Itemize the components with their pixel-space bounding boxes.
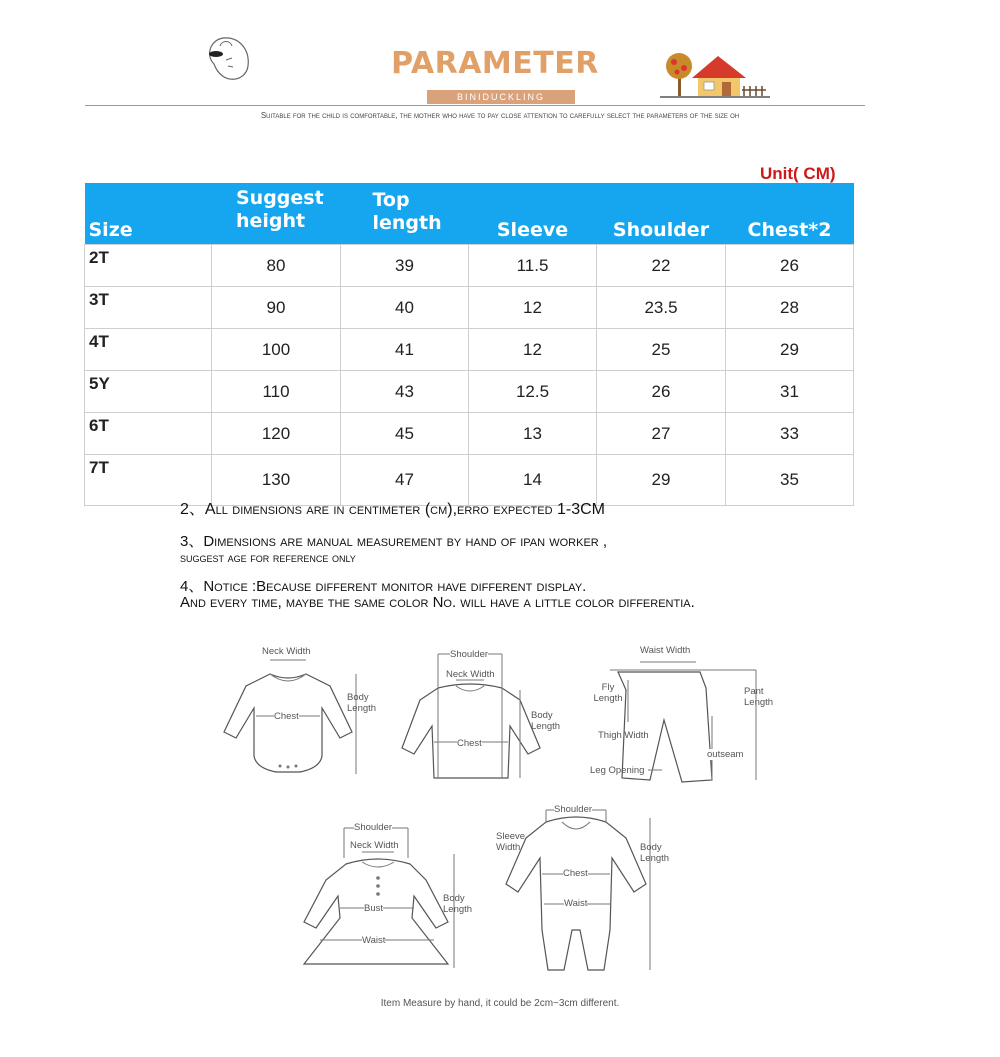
cell-top-length: 41 xyxy=(341,329,469,371)
header-suggest-height-text: Suggest height xyxy=(236,187,324,232)
table-row xyxy=(85,245,854,287)
header-suggest-height xyxy=(212,183,341,245)
cell-chest: 31 xyxy=(726,371,854,413)
table-row xyxy=(85,329,854,371)
cell-shoulder: 27 xyxy=(597,413,726,455)
table-row xyxy=(85,287,854,329)
cell-shoulder: 23.5 xyxy=(597,287,726,329)
dress-body-length-label: Body Length xyxy=(443,893,473,915)
top-neck-label: Neck Width xyxy=(446,669,495,680)
cell-sleeve: 12 xyxy=(469,329,597,371)
unit-label: Unit( CM) xyxy=(760,164,836,183)
dress-neck-label: Neck Width xyxy=(350,840,399,851)
cell-sleeve: 13 xyxy=(469,413,597,455)
header-size: Size xyxy=(85,183,212,245)
header-top-length xyxy=(341,183,469,245)
cell-shoulder: 29 xyxy=(597,455,726,506)
dress-bust-label: Bust xyxy=(364,903,384,914)
bodysuit-body-length-label: Body Length xyxy=(347,692,377,714)
pants-thigh-label: Thigh Width xyxy=(598,730,649,741)
header-subtitle: Suitable for the child is comfortable, the mother who have to pay close attention to carefully select the parameters of the size oh xyxy=(260,111,740,120)
garment-diagrams xyxy=(0,630,1000,990)
cell-chest: 29 xyxy=(726,329,854,371)
cell-shoulder: 22 xyxy=(597,245,726,287)
pants-leg-opening-label: Leg Opening xyxy=(590,765,645,776)
romper-sleeve-label: Sleeve Width xyxy=(496,831,526,853)
cell-chest: 26 xyxy=(726,245,854,287)
note-3-continued: suggest age for reference only xyxy=(180,550,356,565)
cell-size: 3T xyxy=(85,287,212,329)
cell-height: 90 xyxy=(212,287,341,329)
note-4-continued: And every time, maybe the same color No. will have a little color differentia. xyxy=(180,594,695,611)
header-divider xyxy=(85,105,865,106)
cell-sleeve: 11.5 xyxy=(469,245,597,287)
cell-chest: 33 xyxy=(726,413,854,455)
cell-height: 110 xyxy=(212,371,341,413)
top-chest-label: Chest xyxy=(457,738,482,749)
pants-drawing-icon xyxy=(610,662,756,782)
header-sleeve: Sleeve xyxy=(469,183,597,245)
note-2: 2、All dimensions are in centimeter (cm),erro expected 1-3CM xyxy=(180,501,606,518)
duck-logo-icon xyxy=(200,24,260,94)
cell-chest: 28 xyxy=(726,287,854,329)
cell-top-length: 39 xyxy=(341,245,469,287)
cell-size: 4T xyxy=(85,329,212,371)
cell-height: 120 xyxy=(212,413,341,455)
table-row xyxy=(85,371,854,413)
cell-size: 7T xyxy=(85,455,212,506)
size-chart-table xyxy=(84,183,854,506)
table-row xyxy=(85,413,854,455)
table-header-row xyxy=(85,183,854,245)
cell-chest: 35 xyxy=(726,455,854,506)
cell-top-length: 40 xyxy=(341,287,469,329)
cell-height: 130 xyxy=(212,455,341,506)
pants-length-label: Pant Length xyxy=(744,686,774,708)
cell-top-length: 45 xyxy=(341,413,469,455)
brand-banner: BINIDUCKLING xyxy=(427,90,575,104)
cell-height: 100 xyxy=(212,329,341,371)
romper-body-length-label: Body Length xyxy=(640,842,670,864)
bodysuit-chest-label: Chest xyxy=(274,711,299,722)
pants-waist-label: Waist Width xyxy=(640,645,691,656)
cell-shoulder: 25 xyxy=(597,329,726,371)
pants-outseam-label: outseam xyxy=(707,749,744,760)
cell-size: 2T xyxy=(85,245,212,287)
cell-sleeve: 12.5 xyxy=(469,371,597,413)
note-3: 3、Dimensions are manual measurement by hand of ipan worker , xyxy=(180,533,608,550)
cell-top-length: 47 xyxy=(341,455,469,506)
header-top-length-text: Top length xyxy=(372,189,442,234)
top-body-length-label: Body Length xyxy=(531,710,561,732)
house-icon xyxy=(660,50,770,100)
cell-top-length: 43 xyxy=(341,371,469,413)
cell-sleeve: 12 xyxy=(469,287,597,329)
dress-waist-label: Waist xyxy=(362,935,386,946)
pants-fly-label: Fly Length xyxy=(593,682,623,704)
romper-waist-label: Waist xyxy=(564,898,588,909)
footer-note: Item Measure by hand, it could be 2cm~3cm different. xyxy=(380,998,620,1009)
cell-height: 80 xyxy=(212,245,341,287)
cell-size: 6T xyxy=(85,413,212,455)
top-shoulder-label: Shoulder xyxy=(450,649,489,660)
cell-shoulder: 26 xyxy=(597,371,726,413)
cell-sleeve: 14 xyxy=(469,455,597,506)
romper-chest-label: Chest xyxy=(563,868,588,879)
note-4: 4、Notice :Because different monitor have different display. xyxy=(180,578,587,595)
table-row xyxy=(85,455,854,506)
header-shoulder: Shoulder xyxy=(597,183,726,245)
header-chest: Chest*2 xyxy=(726,183,854,245)
romper-shoulder-label: Shoulder xyxy=(554,804,593,815)
cell-size: 5Y xyxy=(85,371,212,413)
page-title: PARAMETER xyxy=(391,46,599,81)
bodysuit-neck-label: Neck Width xyxy=(262,646,311,657)
dress-shoulder-label: Shoulder xyxy=(354,822,393,833)
